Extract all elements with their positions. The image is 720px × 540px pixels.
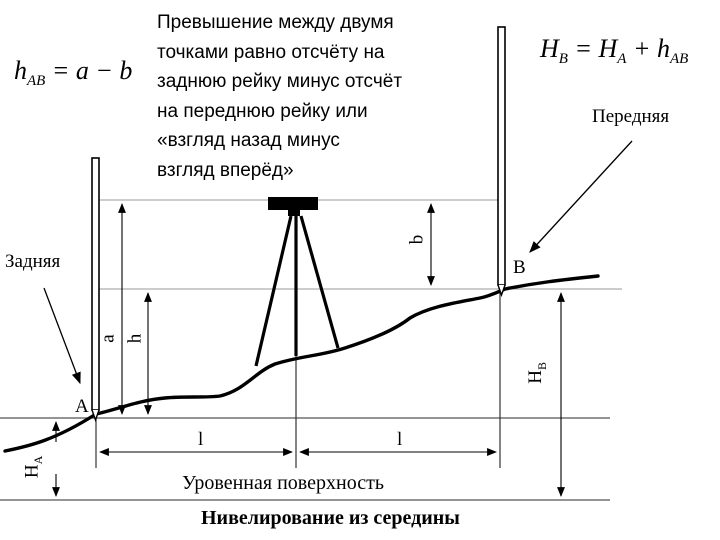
front-rod-pointer: [530, 141, 632, 252]
height-ha-label: $H_A$: [21, 455, 46, 479]
formula-height-difference: $h_{AB} = a - b$: [14, 56, 133, 89]
front-rod: [498, 27, 505, 285]
level-instrument: [256, 197, 338, 366]
point-a-label: A: [75, 396, 89, 417]
description-line: взгляд вперёд»: [157, 159, 294, 181]
front-rod-label: Передняя: [592, 106, 670, 127]
distance-left-label: l: [198, 429, 204, 450]
rear-rod-label: Задняя: [5, 251, 61, 272]
reading-a-label: a: [97, 334, 119, 343]
diagram-caption: Нивелирование из середины: [201, 507, 460, 529]
distance-right-label: l: [397, 429, 403, 450]
height-hb-label: $H_B$: [524, 362, 549, 384]
description-line: точками равно отсчёту на: [157, 41, 385, 63]
point-b-label: B: [513, 257, 526, 278]
rear-rod: [92, 158, 99, 410]
reading-b-label: b: [406, 234, 428, 245]
description-line: на переднюю рейку или: [157, 100, 368, 122]
description-text: [157, 8, 487, 185]
rear-rod-pointer: [44, 288, 80, 383]
front-rod-tip: [498, 285, 505, 295]
formula-elevation-b: $H_B = H_A + h_{AB}$: [540, 34, 689, 67]
description-line: заднюю рейку минус отсчёт: [157, 71, 403, 92]
level-surface-label: Уровенная поверхность: [182, 472, 384, 494]
height-h-label: h: [124, 333, 146, 344]
description-line: Превышение между двумя: [157, 12, 394, 33]
description-line: «взгляд назад минус: [157, 130, 340, 151]
